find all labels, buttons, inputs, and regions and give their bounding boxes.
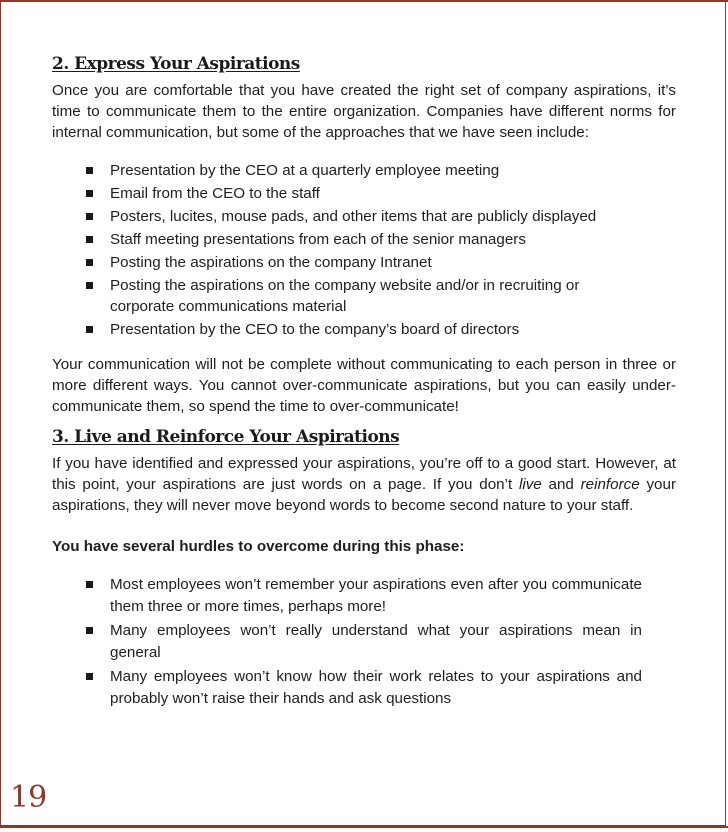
list-item: Posting the aspirations on the company Intranet <box>82 252 642 273</box>
list-item: Posters, lucites, mouse pads, and other items that are publicly displayed <box>82 206 642 227</box>
emphasis-reinforce: reinforce <box>580 476 640 493</box>
intro-text: your aspirations, they will never move beyond words to become second nature to your staff. <box>52 476 677 514</box>
communication-approaches-list <box>82 160 642 340</box>
list-item: Many employees won’t really understand what your aspirations mean in general <box>82 620 642 664</box>
section-3-heading: 3. Live and Reinforce Your Aspirations <box>52 427 400 447</box>
list-item: Presentation by the CEO to the company’s board of directors <box>82 319 642 340</box>
section-2-closing: Your communication will not be complete without communicating to each person in three or more different ways. You cannot over-communicate aspirations, but you can easily under-communicate them, so spend the time to over-communicate! <box>52 356 676 415</box>
page-bottom-border <box>0 826 728 828</box>
list-item: Most employees won’t remember your aspirations even after you communicate them three or more times, perhaps more! <box>82 574 642 618</box>
document-body <box>52 52 676 724</box>
list-item: Email from the CEO to the staff <box>82 183 642 204</box>
emphasis-live: live <box>518 476 542 493</box>
list-item: Staff meeting presentations from each of the senior managers <box>82 229 642 250</box>
list-item: Presentation by the CEO at a quarterly employee meeting <box>82 160 642 181</box>
section-2-heading: 2. Express Your Aspirations <box>52 54 300 74</box>
page-number: 19 <box>10 780 47 815</box>
hurdles-lead: You have several hurdles to overcome during this phase: <box>52 538 465 555</box>
list-item: Posting the aspirations on the company website and/or in recruiting or corporate communications material <box>82 275 642 317</box>
hurdles-list <box>82 574 642 710</box>
section-2-intro: Once you are comfortable that you have created the right set of company aspirations, it’s time to communicate them to the entire organization. Companies have different norms for internal communication, but some of the approaches that we have seen include: <box>52 82 676 141</box>
intro-text: and <box>541 476 581 493</box>
list-item: Many employees won’t know how their work relates to your aspirations and probably won’t raise their hands and ask questions <box>82 666 642 710</box>
section-3-intro <box>52 453 676 516</box>
intro-text: If you have identified and expressed your aspirations, you’re off to a good start. However, at this point, your aspirations are just words on a page. If you don’t <box>52 455 676 493</box>
